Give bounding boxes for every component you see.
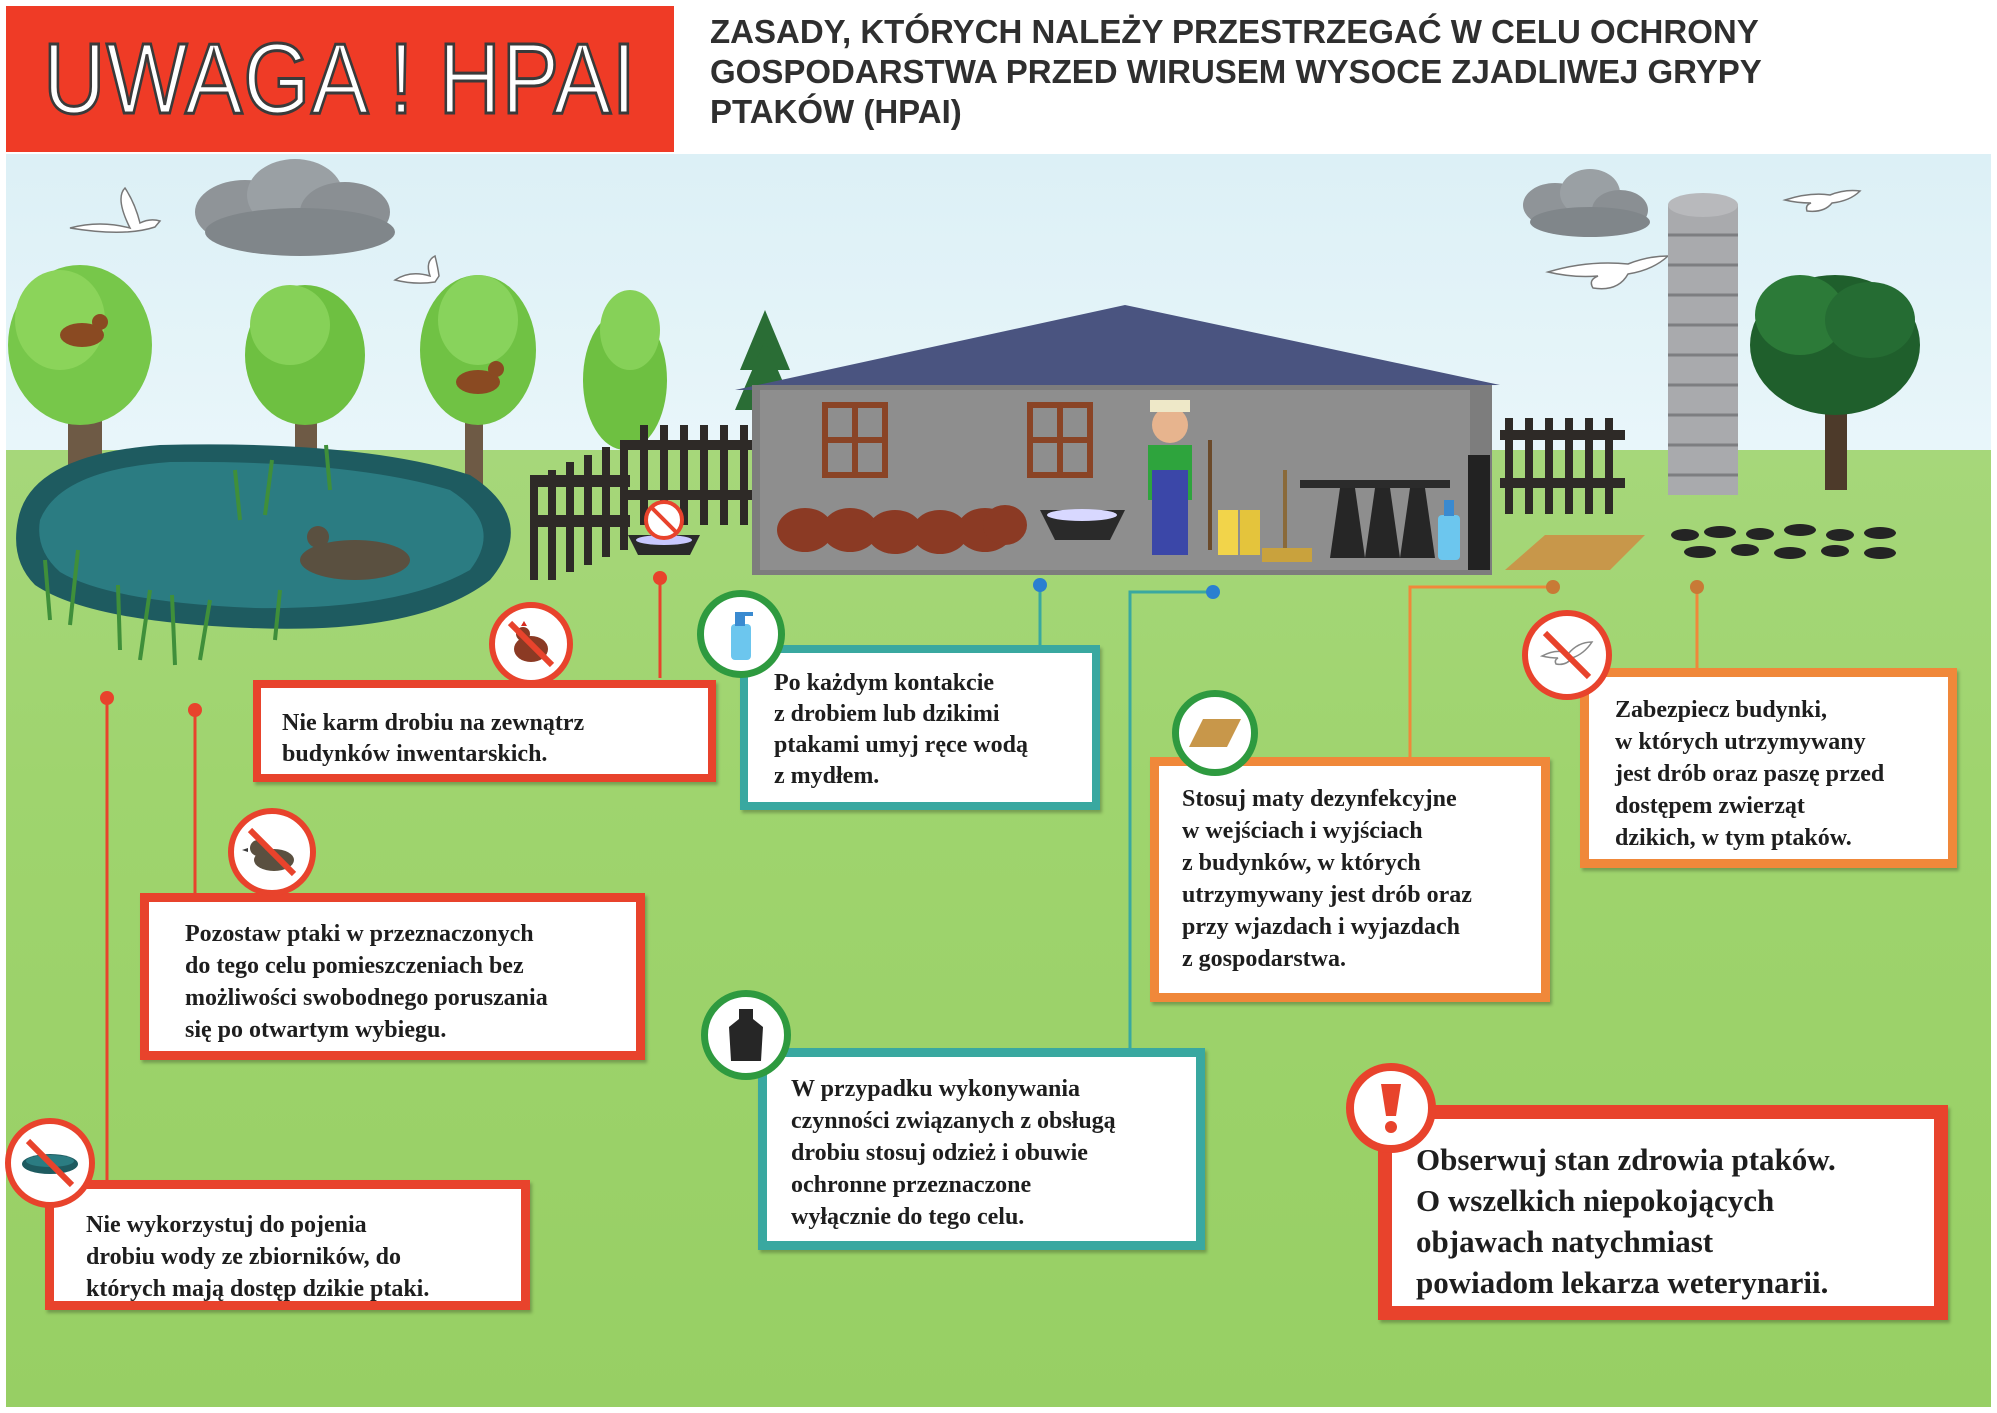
page-title: ZASADY, KTÓRYCH NALEŻY PRZESTRZEGAĆ W CELU OCHRONY GOSPODARSTWA PRZED WIRUSEM WYSOCE ZJADLIWEJ GRYPY PTAKÓW (HPAI) [710, 13, 1762, 130]
silo [1668, 193, 1738, 495]
rule-keep-birds-inside [140, 893, 645, 1060]
rule-wash-hands [740, 645, 1100, 810]
rule-secure-buildings [1580, 668, 1957, 868]
rule-observe-health [1378, 1105, 1948, 1320]
exclamation-icon [1346, 1063, 1436, 1153]
rule-text: Zabezpiecz budynki, w których utrzymywany jest drób oraz paszę przed dostępem zwierząt dzikich, w tym ptaków. [1615, 697, 1885, 851]
feeder [1040, 509, 1125, 540]
rule-text: W przypadku wykonywania czynności związanych z obsługą drobiu stosuj odzież i obuwie ochronne przeznaczone wyłącznie do tego celu. [791, 1076, 1116, 1230]
banner-title: UWAGA ! HPAI [43, 23, 637, 135]
rule-text: Obserwuj stan zdrowia ptaków. O wszelkich niepokojących objawach natychmiast powiadom lekarza weterynarii. [1416, 1142, 1836, 1300]
rule-no-feeding-outside [253, 680, 716, 782]
soap-bottle-icon [697, 590, 785, 678]
rule-text: Po każdym kontakcie z drobiem lub dzikimi ptakami umyj ręce wodą z mydłem. [774, 670, 1028, 789]
stones [1671, 524, 1896, 559]
disinfection-mat [1505, 535, 1645, 570]
rule-disinfection-mats [1150, 757, 1550, 1002]
tree [1750, 275, 1920, 490]
rule-protective-clothing [758, 1048, 1205, 1250]
hens [777, 505, 1027, 554]
no-wild-bird-icon [1522, 610, 1612, 700]
no-duck-icon [228, 808, 316, 896]
rule-text: Stosuj maty dezynfekcyjne w wejściach i wyjściach z budynków, w których utrzymywany jest drób oraz przy wjazdach i wyjazdach z gospodarstwa. [1182, 786, 1472, 972]
cloud-icon [1523, 169, 1650, 237]
no-hen-icon [489, 602, 573, 686]
rule-no-wild-water [45, 1180, 530, 1310]
pond [16, 444, 511, 628]
no-water-dish-icon [5, 1118, 95, 1208]
outdoor-feeder [628, 502, 700, 555]
cloud-icon [195, 159, 395, 256]
rule-text: Nie karm drobiu na zewnątrz budynków inwentarskich. [282, 710, 585, 767]
rule-text: Pozostaw ptaki w przeznaczonych do tego celu pomieszczeniach bez możliwości swobodnego poruszania się po otwartym wybiegu. [185, 921, 548, 1043]
rule-text: Nie wykorzystuj do pojenia drobiu wody ze zbiorników, do których mają dostęp dzikie ptaki. [86, 1212, 430, 1302]
disinfection-mat-icon [1172, 690, 1258, 776]
protective-apron-icon [701, 990, 791, 1080]
